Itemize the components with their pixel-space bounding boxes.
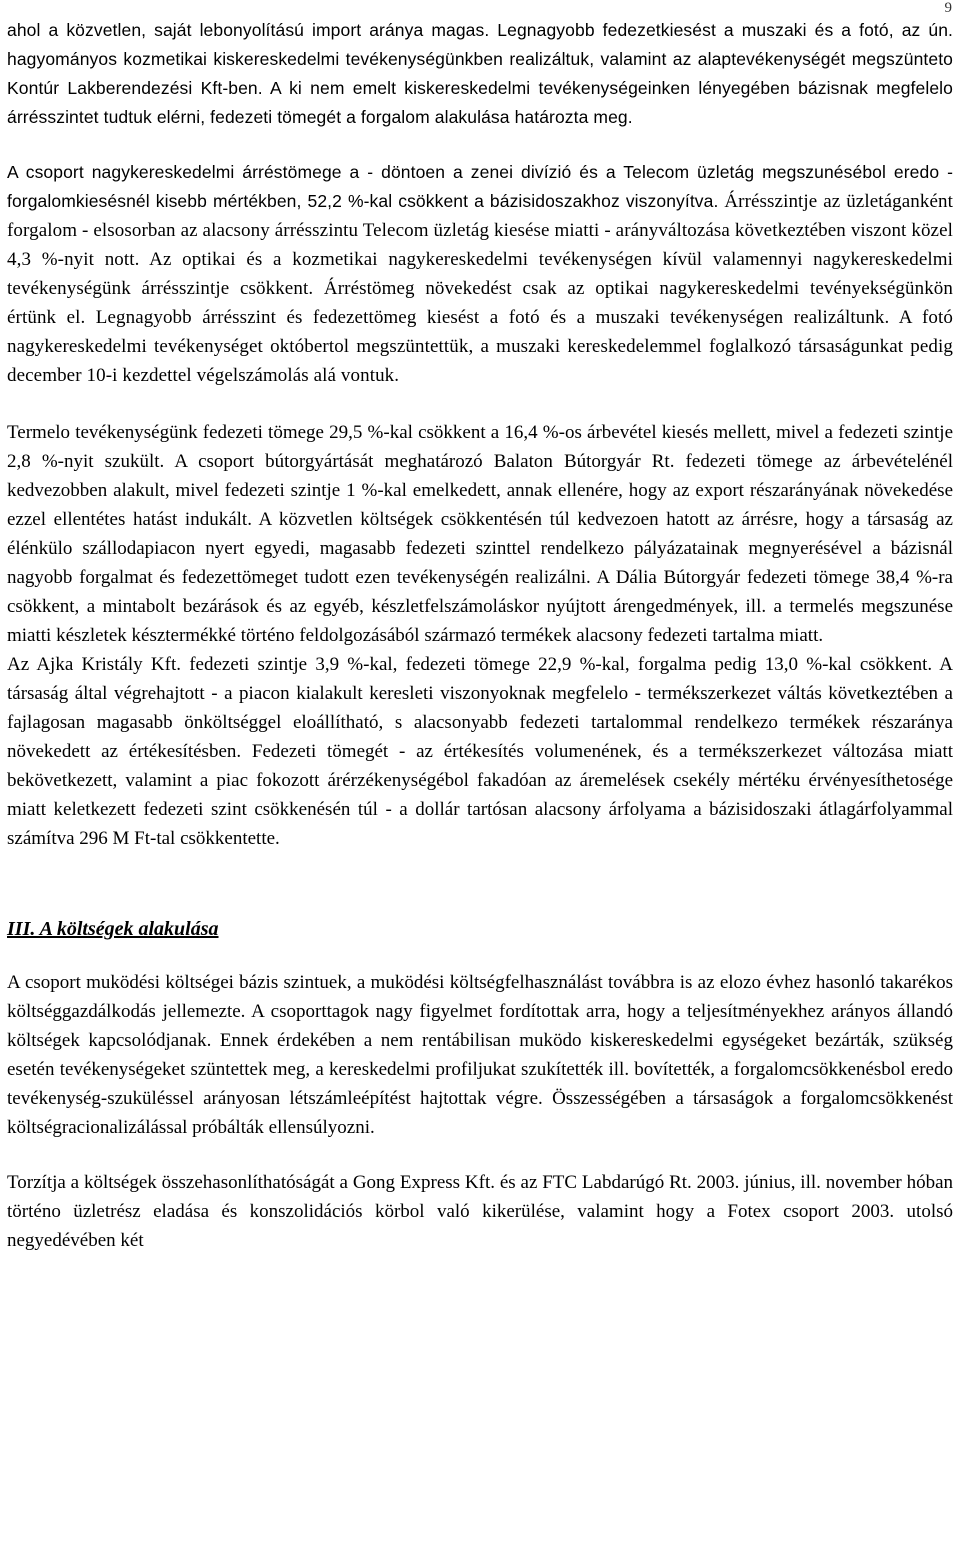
paragraph-production-margin: Termelo tevékenységünk fedezeti tömege 29,5 %-kal csökkent a 16,4 %-os árbevétel kiesés mellett, mivel a fedezeti szintje 2,8 %-nyit szukült. A csoport bútorgyártását meghatározó Balaton Bútorgyár Rt. fedezeti tömege az árbevételénél kedvezobben alakult, mivel fedezeti szintje 1 %-kal emelkedett, annak ellenére, hogy az export részarányának növekedése ezzel ellentétes hatást indukált. A közvetlen költségek csökkentésén túl kedvezoen hatott az árrésre, hogy a társaság az élénkülo szállodapiacon nyert egyedi, magasabb fedezeti szinttel rendelkezo pályázatainak megnyerésével a bázisnál nagyobb forgalmat és fedezettömeget tudott ezen tevékenységén realizálni. A Dália Bútorgyár fedezeti tömege 38,4 %-ra csökkent, a mintabolt bezárások és az egyéb, készletfelszámoláskor nyújtott árengedmények, ill. a termelés megszunése miatti készletek késztermékké történo feldolgozásából származó termékek alacsony fedezeti tartalma miatt. <box>7 422 953 646</box>
document-page <box>7 16 953 1255</box>
page-number: 9 <box>944 0 952 16</box>
paragraph-operating-costs: A csoport muködési költségei bázis szintuek, a muködési költségfelhasználást továbbra is az elozo évhez hasonló takarékos költséggazdálkodás jellemezte. A csoporttagok nagy figyelmet fordítottak arra, hogy a teljesítményekhez arányos állandó költségek kapcsolódjanak. Ennek érdekében a nem rentábilisan muködo kiskereskedelmi egységeket bezárták, szükség esetén tevékenységeket szüntettek meg, a kereskedelmi profiljukat szukítették ill. bovítették, a forgalomcsökkenésbol eredo tevékenység-szuküléssel arányosan létszámleépítést hajtottak végre. Összességében a társaságok a forgalomcsökkenést költségracionalizálással próbálták ellensúlyozni. <box>7 972 953 1138</box>
paragraph-wholesale-margin-part1: A csoport nagykereskedelmi árréstömege a - döntoen a zenei divízió és a Telecom üzletág megszunésébol eredo - forgalomkiesésnél kisebb mértékben, 52,2 %-kal csökkent a bázisidoszakhoz viszonyítva. <box>7 162 953 211</box>
paragraph-wholesale-margin <box>7 158 953 390</box>
paragraph-ajka-kristaly: Az Ajka Kristály Kft. fedezeti szintje 3,9 %-kal, fedezeti tömege 22,9 %-kal, forgalma pedig 13,0 %-kal csökkent. A társaság által végrehajtott - a piacon kialakult keresleti viszonyoknak megfelelo - termékszerkezet váltás következtében a fajlagosan magasabb önköltséggel eloállítható, s alacsonyabb fedezeti tartalommal rendelkezo termékek részaránya növekedett az értékesítésben. Fedezeti tömegét - az értékesítés volumenének, és a termékszerkezet változása miatt bekövetkezett, valamint a piac fokozott árérzékenységébol fakadóan az áremelések csekély mértéku érvényesíthetosége miatt keletkezett fedezeti szint csökkenésén túl - a dollár tartósan alacsony árfolyama a bázisidoszaki átlagárfolyammal számítva 296 M Ft-tal csökkentette. <box>7 654 953 849</box>
paragraph-cost-comparability: Torzítja a költségek összehasonlíthatóságát a Gong Express Kft. és az FTC Labdarúgó Rt. 2003. június, ill. november hóban történo üzletrész eladása és konszolidációs körbol való kikerülése, valamint hogy a Fotex csoport 2003. utolsó negyedévében két <box>7 1172 953 1251</box>
paragraph-wholesale-margin-part2: Árrésszintje az üzletáganként forgalom - elsosorban az alacsony árrésszintu Telecom üzletág kiesése miatti - arányváltozása következtében viszont közel 4,3 %-nyit nott. Az optikai és a kozmetikai nagykereskedelmi tevékenységen kívül valamennyi nagykereskedelmi tevékenységünk árrésszintje csökkent. Árréstömeg növekedést csak az optikai nagykereskedelmi tevényekségünkön értünk el. Legnagyobb árrésszint és fedezettömeg kiesést a fotó és a muszaki tevékenységen realizáltunk. A fotó nagykereskedelmi tevékenységet októbertol megszüntettük, a muszaki kereskedelemmel foglalkozó társaságunkat pedig december 10-i kezdettel végelszámolás alá vontuk. <box>7 191 953 386</box>
section-heading-costs: III. A költségek alakulása <box>7 918 219 940</box>
paragraph-retail-margin: ahol a közvetlen, saját lebonyolítású import aránya magas. Legnagyobb fedezetkiesést a muszaki és a fotó, az ún. hagyományos kozmetikai kiskereskedelmi tevékenységünkben realizáltuk, valamint az alaptevékenységét megszünteto Kontúr Lakberendezési Kft-ben. A ki nem emelt kiskereskedelmi tevékenységeinken lényegében bázisnak megfelelo árrésszintet tudtuk elérni, fedezeti tömegét a forgalom alakulása határozta meg. <box>7 20 953 127</box>
